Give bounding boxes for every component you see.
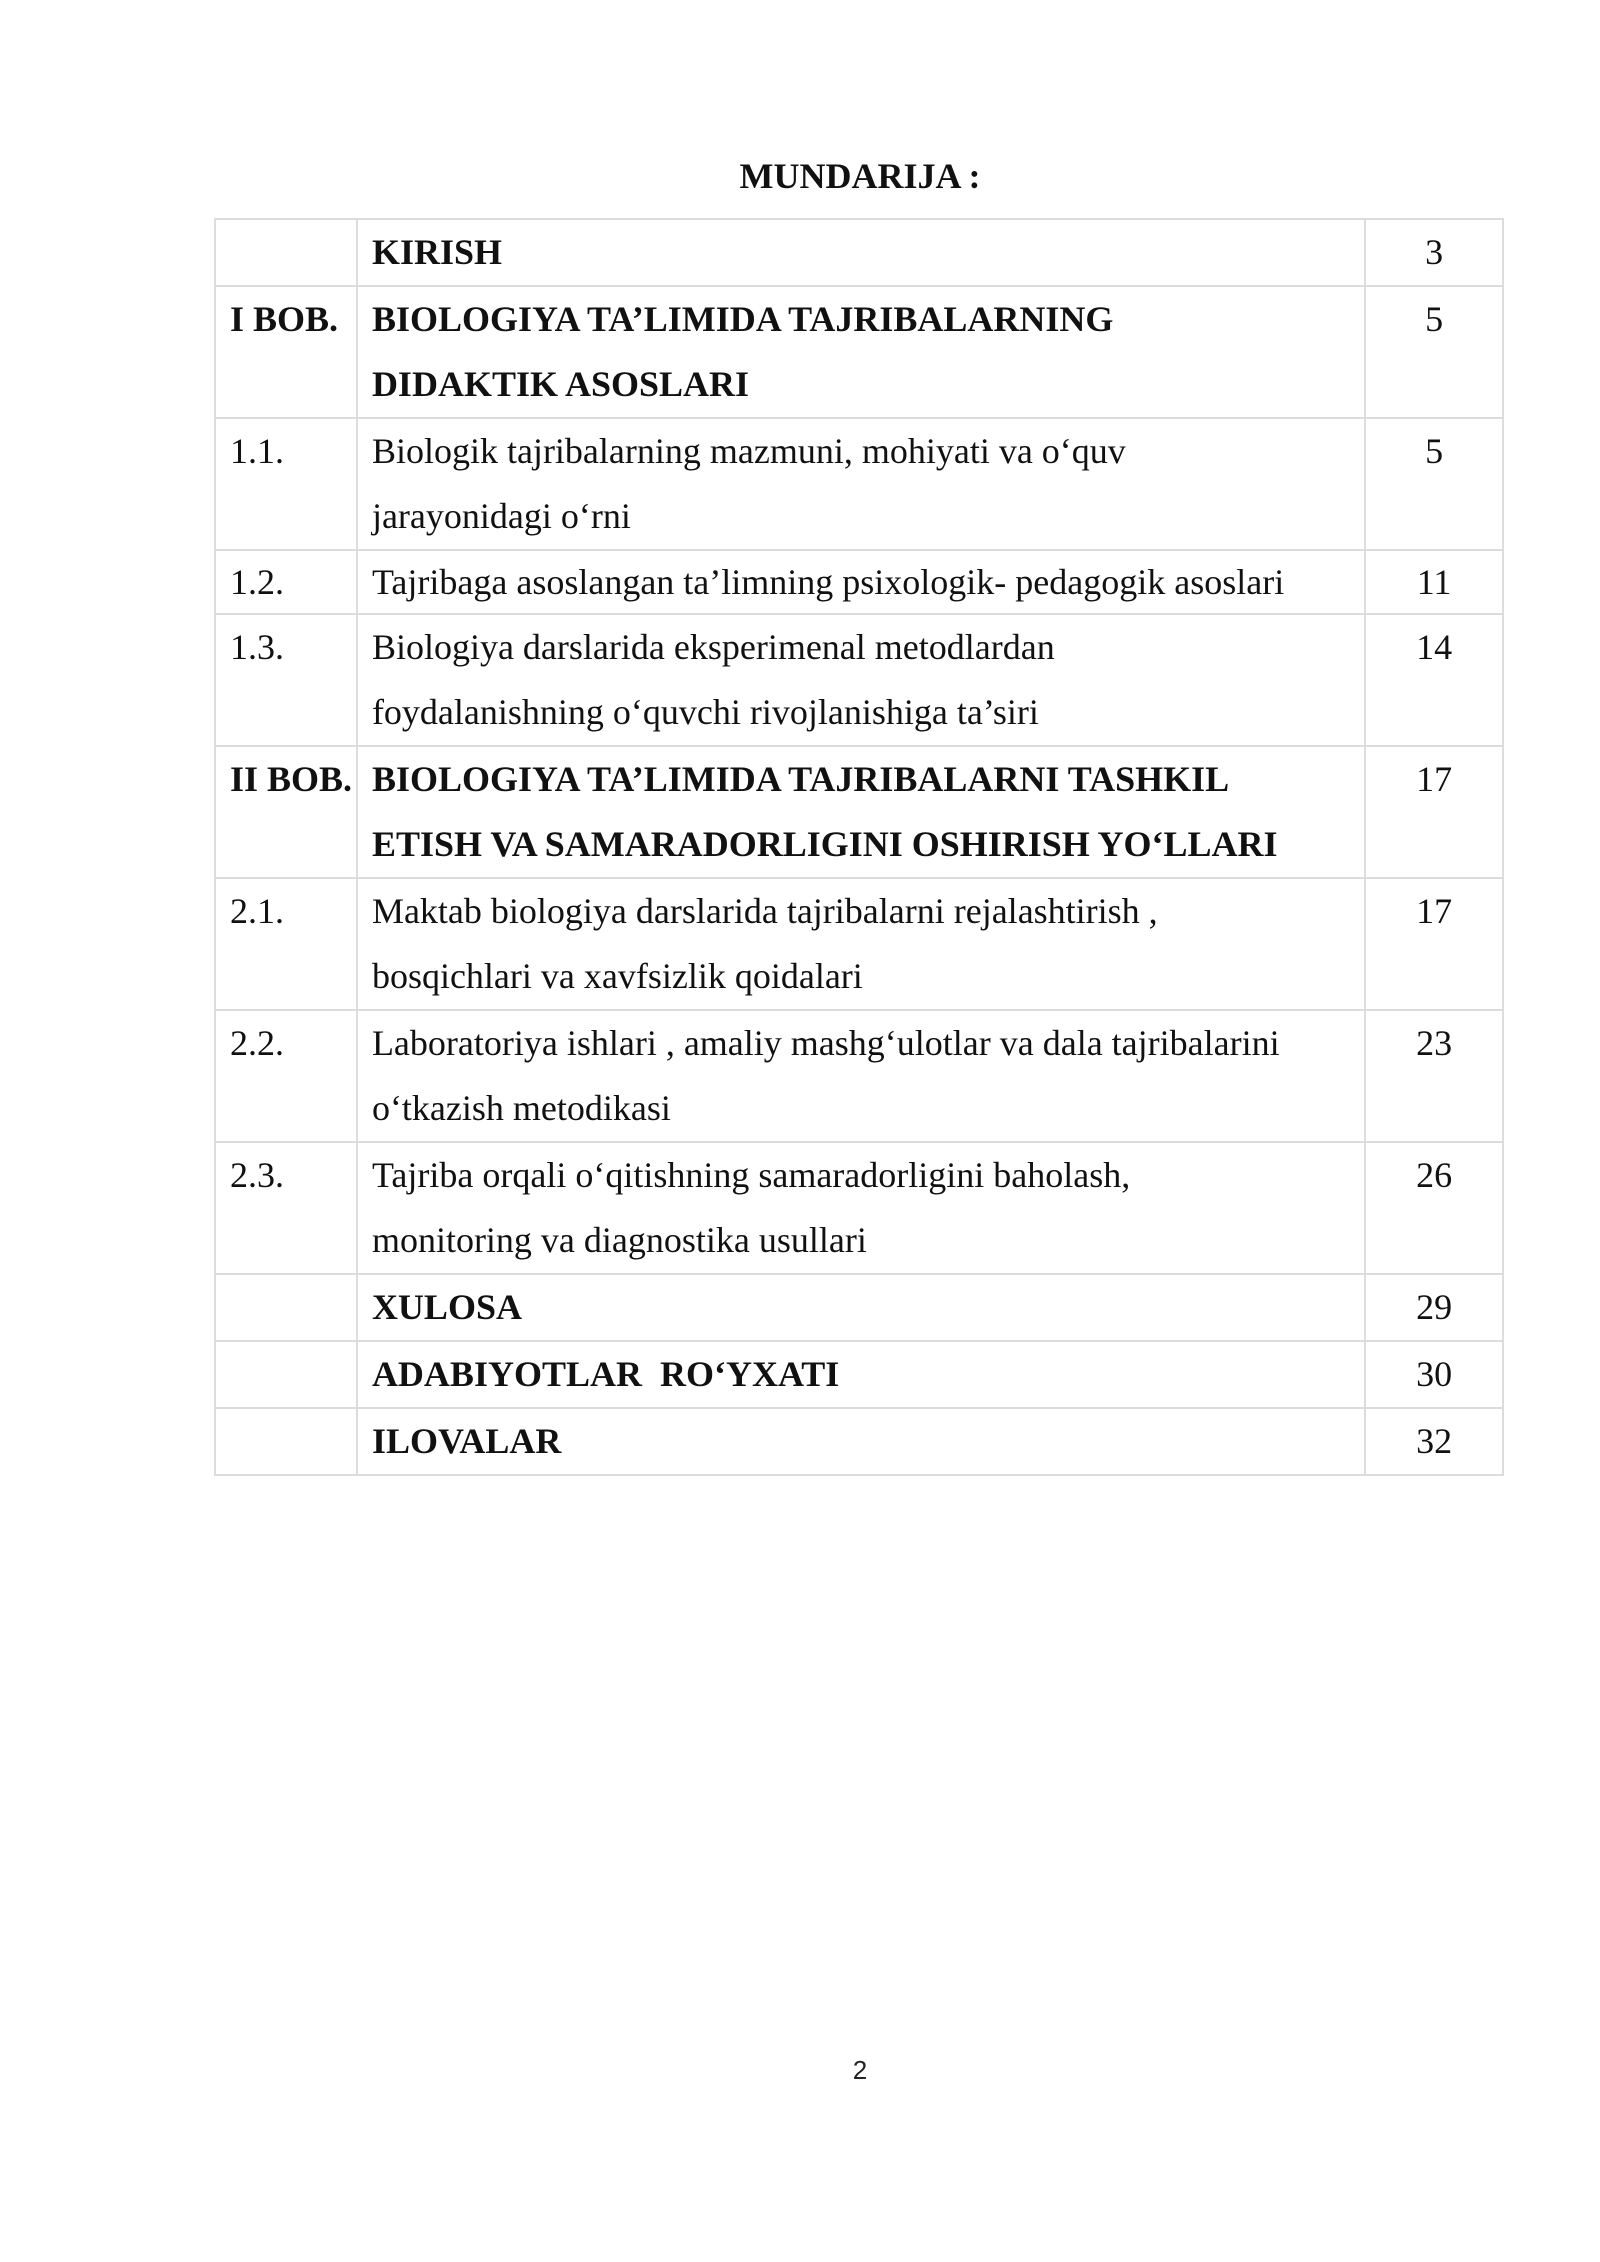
toc-entry-title: ADABIYOTLAR RO‘YXATI [357,1341,1365,1408]
toc-entry-title-line: Tajriba orqali o‘qitishning samaradorligini baholash, [371,1155,1131,1195]
toc-page-number: 30 [1365,1341,1503,1408]
toc-section-number: 1.1. [215,418,357,550]
toc-section-number: 2.1. [215,878,357,1010]
toc-entry-title-line: DIDAKTIK ASOSLARI [371,364,750,404]
toc-row-2-3 [215,1142,1503,1274]
toc-section-number [215,1274,357,1341]
toc-entry-title-line: BIOLOGIYA TA’LIMIDA TAJRIBALARNING [371,299,1114,339]
toc-page-number: 29 [1365,1274,1503,1341]
toc-section-number [215,1341,357,1408]
toc-entry-title-line: Biologik tajribalarning mazmuni, mohiyati va o‘quv [371,431,1126,471]
toc-entry-title-line: o‘tkazish metodikasi [371,1088,671,1128]
toc-page-number: 3 [1365,219,1503,286]
toc-entry-title: ILOVALAR [357,1408,1365,1475]
toc-entry-title: XULOSA [357,1274,1365,1341]
toc-section-number: 1.3. [215,614,357,746]
toc-section-number: 1.2. [215,550,357,614]
toc-entry-title [357,286,1365,418]
toc-section-number [215,219,357,286]
toc-row-1-1 [215,418,1503,550]
toc-entry-title-line: Biologiya darslarida eksperimenal metodlardan [371,627,1055,667]
toc-row-kirish [215,219,1503,286]
toc-entry-title [357,418,1365,550]
toc-entry-title-line: BIOLOGIYA TA’LIMIDA TAJRIBALARNI TASHKIL [371,759,1230,799]
toc-entry-title-line: Laboratoriya ishlari , amaliy mashg‘ulotlar va dala tajribalarini [371,1023,1280,1063]
toc-page-number: 32 [1365,1408,1503,1475]
toc-entry-title: KIRISH [357,219,1365,286]
toc-section-number: I BOB. [215,286,357,418]
toc-row-chapter-1 [215,286,1503,418]
toc-entry-title-line: foydalanishning o‘quvchi rivojlanishiga ta’siri [371,692,1039,732]
toc-page-number: 17 [1365,746,1503,878]
toc-section-number: 2.2. [215,1010,357,1142]
toc-entry-title [357,746,1365,878]
page-number: 2 [852,2055,868,2085]
toc-entry-title-line: ETISH VA SAMARADORLIGINI OSHIRISH YO‘LLARI [371,824,1278,864]
toc-row-adabiyotlar [215,1341,1503,1408]
toc-section-number [215,1408,357,1475]
toc-section-number: II BOB. [215,746,357,878]
toc-entry-title-line: bosqichlari va xavfsizlik qoidalari [371,956,863,996]
toc-row-2-1 [215,878,1503,1010]
toc-entry-title-line: Maktab biologiya darslarida tajribalarni rejalashtirish , [371,891,1158,931]
toc-page-number: 17 [1365,878,1503,1010]
toc-page-number: 23 [1365,1010,1503,1142]
toc-page-number: 11 [1365,550,1503,614]
toc-entry-title [357,614,1365,746]
toc-row-2-2 [215,1010,1503,1142]
toc-entry-title-line: monitoring va diagnostika usullari [371,1220,867,1260]
toc-row-1-2 [215,550,1503,614]
toc-page-number: 5 [1365,418,1503,550]
toc-page-number: 5 [1365,286,1503,418]
toc-section-number: 2.3. [215,1142,357,1274]
toc-row-1-3 [215,614,1503,746]
toc-row-chapter-2 [215,746,1503,878]
toc-page-number: 14 [1365,614,1503,746]
toc-entry-title-line: jarayonidagi o‘rni [371,496,631,536]
page-title: MUNDARIJA : [739,156,981,196]
toc-entry-title [357,1010,1365,1142]
table-of-contents [214,218,1504,1476]
toc-entry-title [357,1142,1365,1274]
toc-page-number: 26 [1365,1142,1503,1274]
toc-entry-title: Tajribaga asoslangan ta’limning psixologik- pedagogik asoslari [357,550,1365,614]
toc-row-xulosa [215,1274,1503,1341]
toc-row-ilovalar [215,1408,1503,1475]
toc-entry-title [357,878,1365,1010]
